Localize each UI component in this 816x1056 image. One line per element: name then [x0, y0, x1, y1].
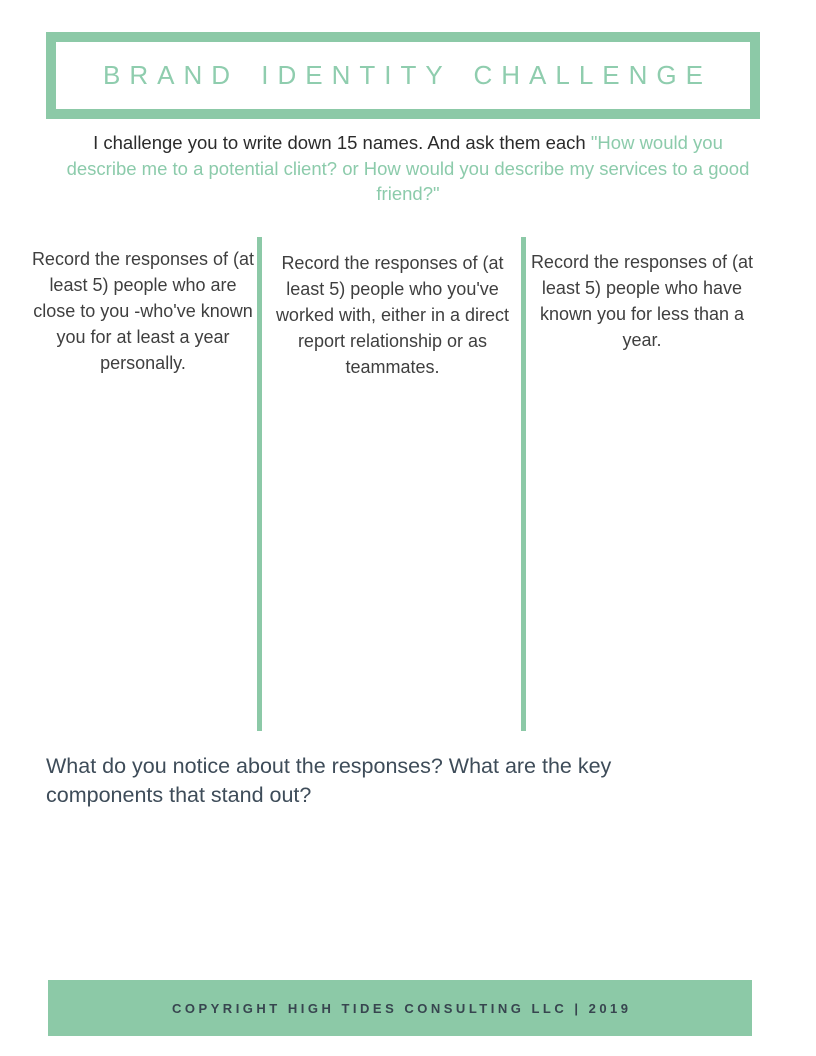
intro-challenge-text: I challenge you to write down 15 names. And ask them each	[93, 132, 591, 153]
intro-paragraph	[58, 130, 758, 207]
column-divider-right	[521, 237, 526, 731]
copyright-banner	[48, 980, 752, 1036]
intro-quote-text: "How would you describe me to a potential client? or How would you describe my services to a good friend?"	[66, 132, 750, 204]
copyright-text: COPYRIGHT HIGH TIDES CONSULTING LLC | 2019	[171, 1000, 632, 1016]
reflection-question: What do you notice about the responses? What are the key components that stand out?	[46, 754, 612, 807]
column-close-people-instructions: Record the responses of (at least 5) people who are close to you -who've known you for at least a year personally.	[31, 249, 255, 373]
column-new-acquaintances-instructions: Record the responses of (at least 5) people who have known you for less than a year.	[530, 252, 754, 350]
title-banner	[46, 32, 760, 119]
column-coworkers-instructions: Record the responses of (at least 5) people who you've worked with, either in a direct report relationship or as teammates.	[275, 253, 510, 377]
page-title: BRAND IDENTITY CHALLENGE	[103, 60, 712, 90]
